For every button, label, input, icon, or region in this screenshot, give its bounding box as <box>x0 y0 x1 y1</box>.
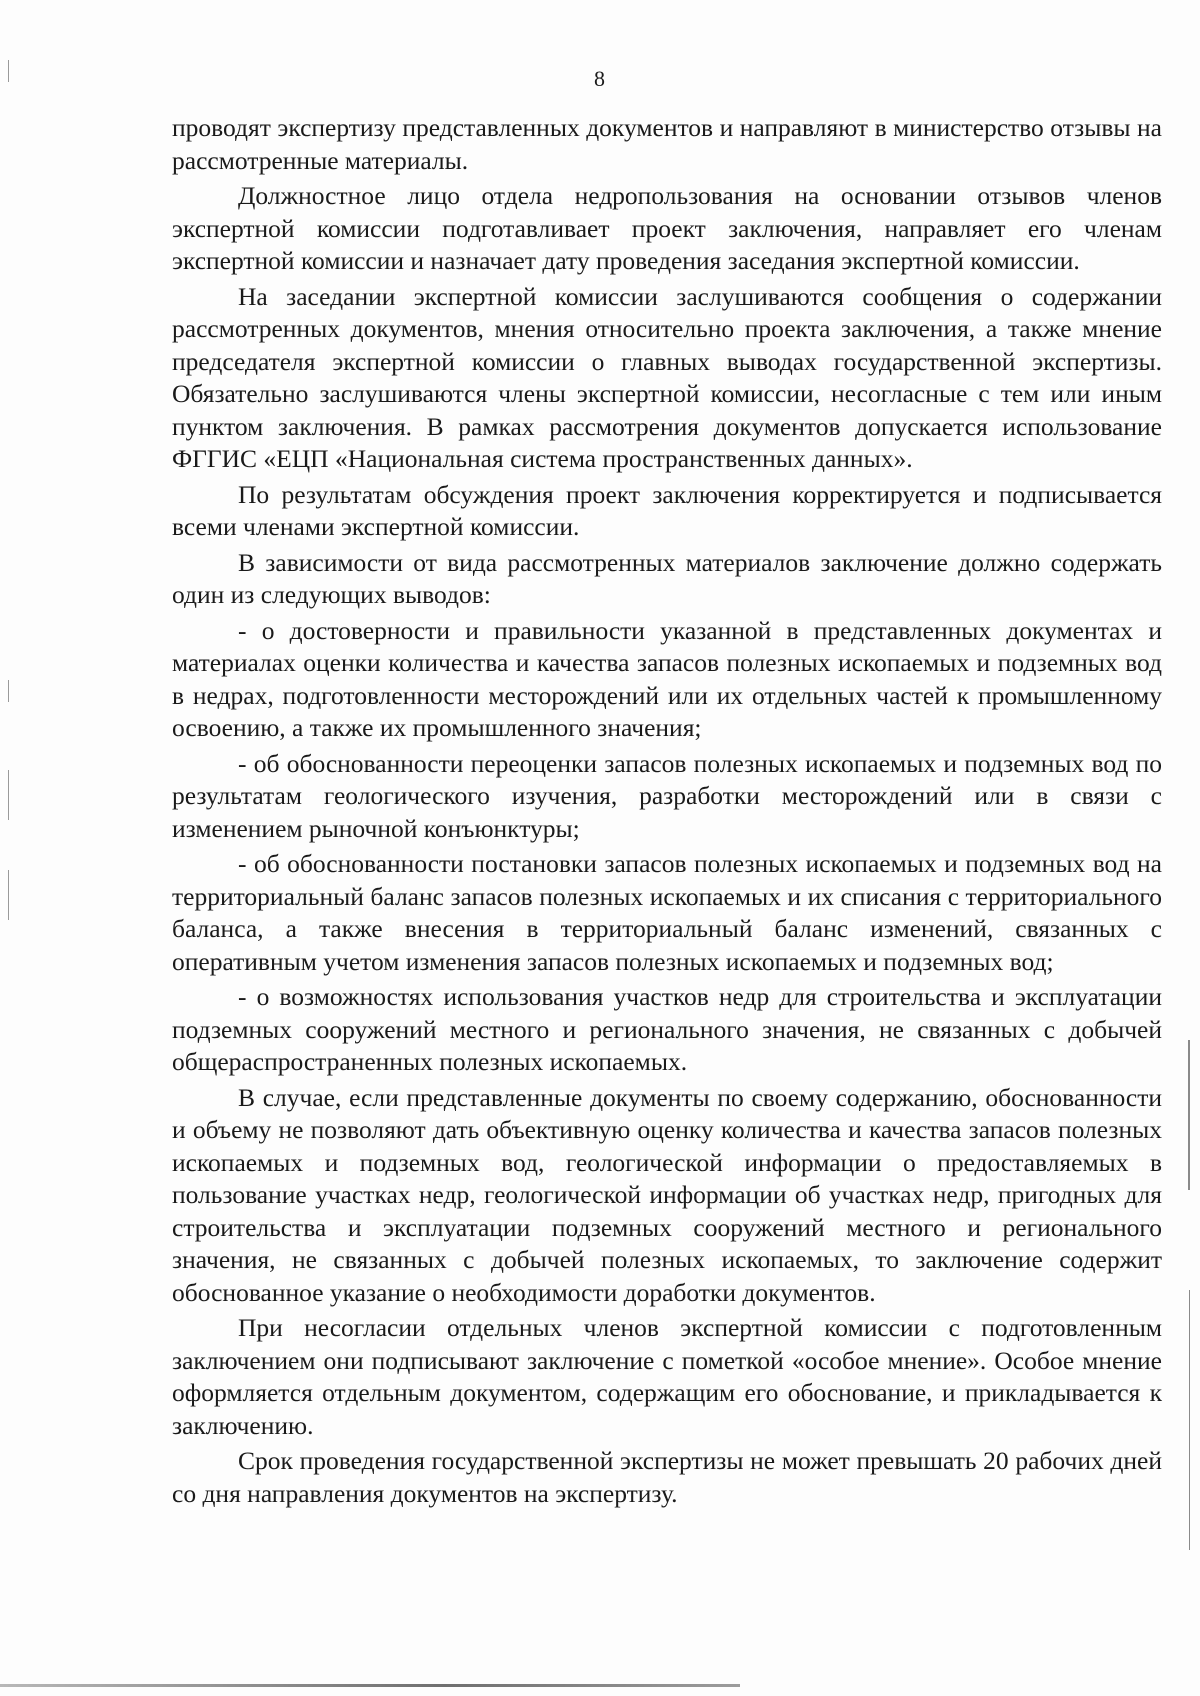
paragraph: На заседании экспертной комиссии заслушиваются сообщения о содержании рассмотренных документов, мнения относительно проекта заключения, а также мнение председателя экспертной комиссии о главных выводах государственной экспертизы. Обязательно заслушиваются члены экспертной комиссии, несогласные с тем или иным пунктом заключения. В рамках рассмотрения документов допускается использование ФГГИС «ЕЦП «Национальная система пространственных данных». <box>172 281 1162 473</box>
paragraph: При несогласии отдельных членов экспертной комиссии с подготовленным заключением они подписывают заключение с пометкой «особое мнение». Особое мнение оформляется отдельным документом, содержащим его обоснование, и прикладывается к заключению. <box>172 1313 1162 1440</box>
list-item: - об обоснованности переоценки запасов полезных ископаемых и подземных вод по результатам геологического изучения, разработки месторождений или в связи с изменением рыночной конъюнктуры; <box>172 748 1162 843</box>
paragraph: В зависимости от вида рассмотренных материалов заключение должно содержать один из следующих выводов: <box>172 547 1162 609</box>
list-item: - о возможностях использования участков недр для строительства и эксплуатации подземных сооружений местного и регионального значения, не связанных с добычей общераспространенных полезных ископаемых. <box>172 982 1162 1076</box>
paragraph-continuation: проводят экспертизу представленных документов и направляют в министерство отзывы на рассмотренные материалы. <box>172 113 1162 175</box>
scan-artifact-right-edge <box>1189 1290 1190 1550</box>
list-item: - о достоверности и правильности указанной в представленных документах и материалах оценки количества и качества запасов полезных ископаемых и подземных вод в недрах, подготовленности месторождений или их отдельных частей к промышленному освоению, а также их промышленного значения; <box>172 615 1162 742</box>
paragraph: Должностное лицо отдела недропользования на основании отзывов членов экспертной комиссии подготавливает проект заключения, направляет его членам экспертной комиссии и назначает дату проведения заседания экспертной комиссии. <box>172 181 1162 275</box>
list-item: - об обоснованности постановки запасов полезных ископаемых и подземных вод на территориальный баланс запасов полезных ископаемых и их списания с территориального баланса, а также внесения в территориальный баланс изменений, связанных с оперативным учетом изменения запасов полезных ископаемых и подземных вод; <box>172 849 1162 976</box>
scan-artifact-right-edge <box>1188 1040 1190 1190</box>
paragraph: Срок проведения государственной экспертизы не может превышать 20 рабочих дней со дня направления документов на экспертизу. <box>172 1446 1162 1508</box>
scan-artifact-bottom-edge <box>0 1684 740 1687</box>
scan-artifact-left-mark <box>8 680 9 702</box>
page-number: 8 <box>594 66 606 91</box>
document-body <box>172 112 1162 1513</box>
paragraph: По результатам обсуждения проект заключения корректируется и подписывается всеми членами экспертной комиссии. <box>172 479 1162 541</box>
scan-artifact-left-mark <box>8 770 9 820</box>
scan-artifact-left-mark <box>8 870 9 920</box>
paragraph: В случае, если представленные документы по своему содержанию, обоснованности и объему не позволяют дать объективную оценку количества и качества запасов полезных ископаемых и подземных вод, геологической информации о предоставляемых в пользование участках недр, геологической информации об участках недр, пригодных для строительства и эксплуатации подземных сооружений местного и регионального значения, не связанных с добычей полезных ископаемых, то заключение содержит обоснованное указание о необходимости доработки документов. <box>172 1082 1162 1307</box>
